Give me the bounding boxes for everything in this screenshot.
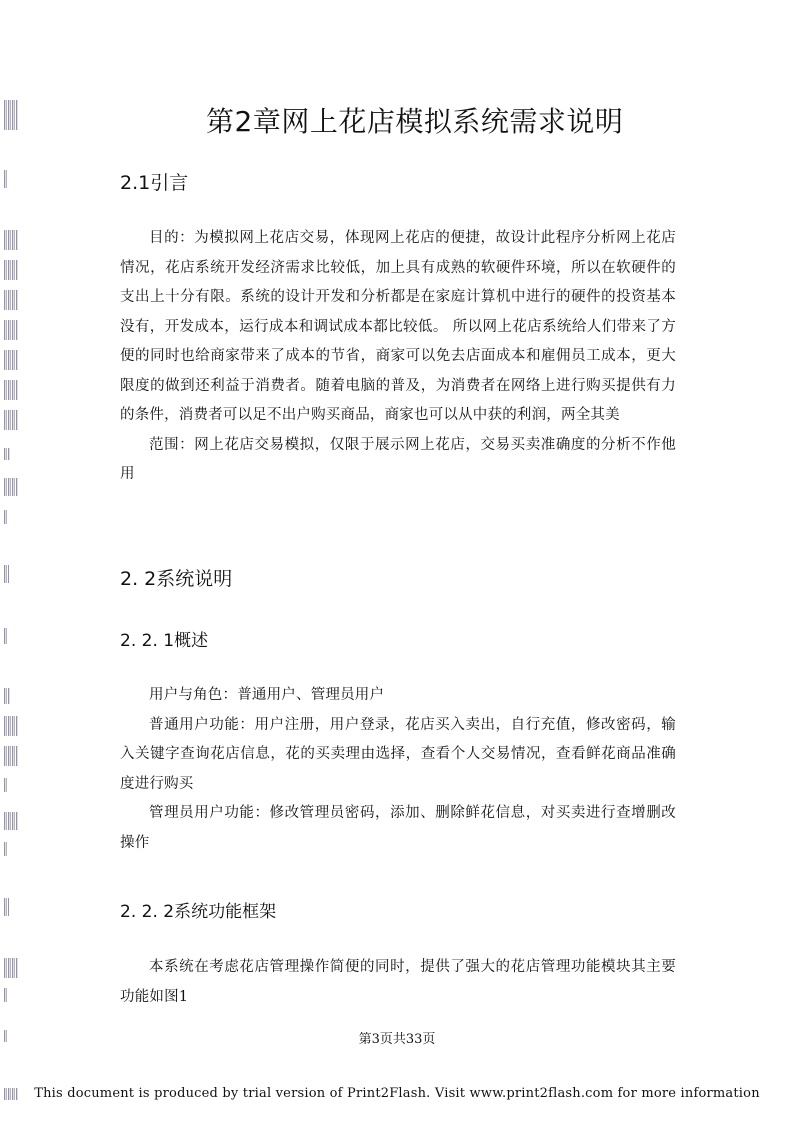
scan-artifact: [4, 230, 18, 250]
scan-artifact: [4, 628, 7, 644]
section-heading-2-1: 2.1引言: [120, 172, 189, 194]
scan-artifact: [4, 448, 10, 460]
subsection-heading-2-2-2: 2. 2. 2系统功能框架: [120, 902, 277, 922]
scan-artifact: [4, 290, 18, 310]
scan-artifact: [4, 565, 9, 583]
scan-artifact: [4, 478, 18, 496]
scan-artifact: [4, 410, 18, 430]
subsection-heading-2-2-1: 2. 2. 1概述: [120, 631, 209, 651]
paragraph-roles: 用户与角色：普通用户、管理员用户: [149, 687, 385, 703]
scan-artifact: [4, 778, 8, 792]
scan-artifact: [4, 958, 18, 978]
trial-notice: This document is produced by trial version of Print2Flash. Visit www.print2flash.com for more information: [34, 1086, 760, 1101]
scan-artifact: [4, 746, 18, 766]
scan-artifact: [4, 260, 18, 280]
scan-artifact: [4, 510, 7, 524]
page-number: 第3页共33页: [358, 1032, 436, 1047]
scan-artifact: [4, 812, 18, 830]
paragraph-scope: 范围：网上花店交易模拟，仅限于展示网上花店，交易买卖准确度的分析不作他用: [120, 436, 676, 482]
paragraph-admin-functions: 管理员用户功能：修改管理员密码，添加、删除鲜花信息，对买卖进行查增删改操作: [120, 805, 676, 851]
section-2-1-body: [120, 224, 676, 490]
chapter-title: 第2章网上花店模拟系统需求说明: [206, 105, 624, 138]
scan-artifact: [4, 350, 18, 370]
scan-artifact: [4, 898, 9, 916]
scan-artifact: [4, 170, 8, 188]
section-2-2-1-body: [120, 681, 676, 858]
section-2-2-2-body: [120, 953, 676, 1012]
scan-artifact: [4, 716, 18, 736]
scan-artifact: [4, 380, 18, 400]
scan-artifact: [4, 688, 10, 704]
paragraph-purpose: 目的：为模拟网上花店交易，体现网上花店的便捷，故设计此程序分析网上花店情况，花店系统开发经济需求比较低，加上具有成熟的软硬件环境，所以在软硬件的支出上十分有限。系统的设计开发和分析都是在家庭计算机中进行的硬件的投资基本没有，开发成本，运行成本和调试成本都比较低。 所以网上花店系统给人们带来了方便的同时也给商家带来了成本的节省，商家可以免去店面成本和雇佣员工成本，更大限度的做到还利益于消费者。随着电脑的普及，为消费者在网络上进行购买提供有力的条件，消费者可以足不出户购买商品，商家也可以从中获的利润，两全其美: [120, 230, 676, 423]
section-heading-2-2: 2. 2系统说明: [120, 568, 233, 590]
scan-artifact: [4, 842, 7, 856]
scan-artifact: [4, 988, 8, 1002]
paragraph-user-functions: 普通用户功能：用户注册，用户登录，花店买入卖出，自行充值，修改密码，输入关键字查询花店信息，花的买卖理由选择，查看个人交易情况，查看鲜花商品准确度进行购买: [120, 716, 676, 792]
paragraph-framework: 本系统在考虑花店管理操作简便的同时，提供了强大的花店管理功能模块其主要功能如图1: [120, 959, 676, 1005]
scan-artifact: [4, 100, 18, 130]
scan-artifact: [4, 320, 18, 340]
